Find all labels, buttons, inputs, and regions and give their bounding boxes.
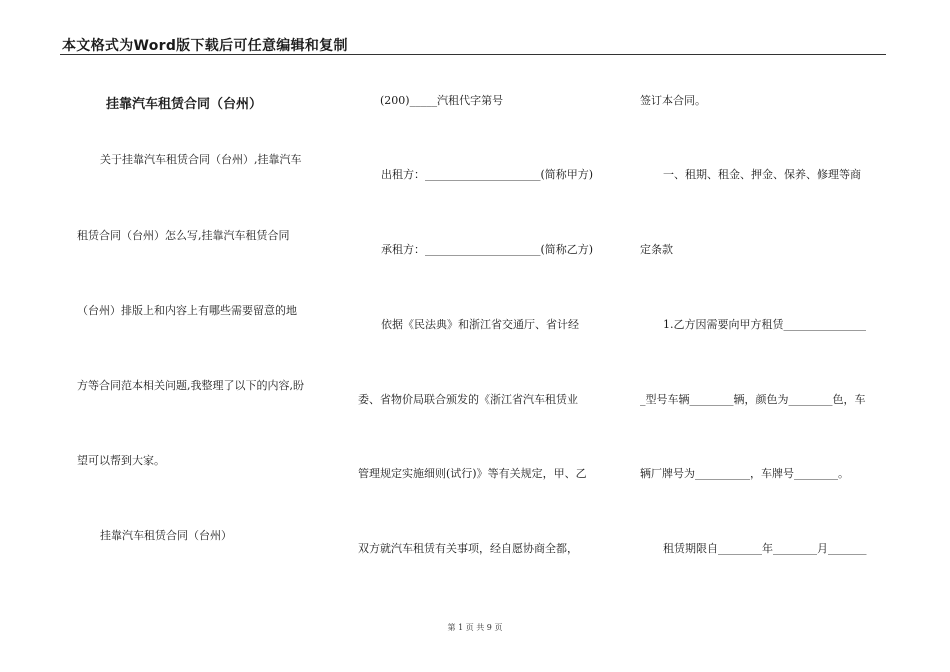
col1-line-6: 挂靠汽车租赁合同（台州） xyxy=(100,529,232,542)
col1-line-2: 租赁合同（台州）怎么写,挂靠汽车租赁合同 xyxy=(77,229,290,242)
col2-line-6: 管理规定实施细则(试行)》等有关规定，甲、乙 xyxy=(358,467,587,480)
col1-line-4: 方等合同范本相关问题,我整理了以下的内容,盼 xyxy=(77,379,304,392)
col2-line-2: 出租方：_____________________(简称甲方) xyxy=(381,168,594,181)
col1-line-5: 望可以帮到大家。 xyxy=(77,454,165,467)
col3-line-6: 辆厂牌号为__________，车牌号________。 xyxy=(640,467,849,480)
document-title: 挂靠汽车租赁合同（台州） xyxy=(106,97,263,112)
col3-line-1: 签订本合同。 xyxy=(640,94,706,107)
header-title: 本文格式为Word版下载后可任意编辑和复制 xyxy=(62,38,348,54)
col2-line-4: 依据《民法典》和浙江省交通厅、省计经 xyxy=(381,318,579,331)
col3-line-2: 一、租期、租金、押金、保养、修理等商 xyxy=(663,168,861,181)
col2-line-5: 委、省物价局联合颁发的《浙江省汽车租赁业 xyxy=(358,393,578,406)
col1-line-1: 关于挂靠汽车租赁合同（台州）,挂靠汽车 xyxy=(100,153,302,166)
col3-line-7: 租赁期限自________年________月_______ xyxy=(663,542,867,555)
col2-line-1: (200)_____汽租代字第号 xyxy=(380,94,504,107)
page-number: 第 1 页 共 9 页 xyxy=(447,623,503,632)
col1-line-3: （台州）排版上和内容上有哪些需要留意的地 xyxy=(77,304,297,317)
col2-line-3: 承租方：_____________________(简称乙方) xyxy=(381,243,594,256)
col3-line-3: 定条款 xyxy=(640,243,673,256)
header-divider xyxy=(60,54,886,55)
col2-line-7: 双方就汽车租赁有关事项，经自愿协商全都， xyxy=(358,542,578,555)
col3-line-5: _型号车辆________辆，颜色为________色，车 xyxy=(640,393,866,406)
col3-line-4: 1.乙方因需要向甲方租赁_______________ xyxy=(663,318,866,331)
